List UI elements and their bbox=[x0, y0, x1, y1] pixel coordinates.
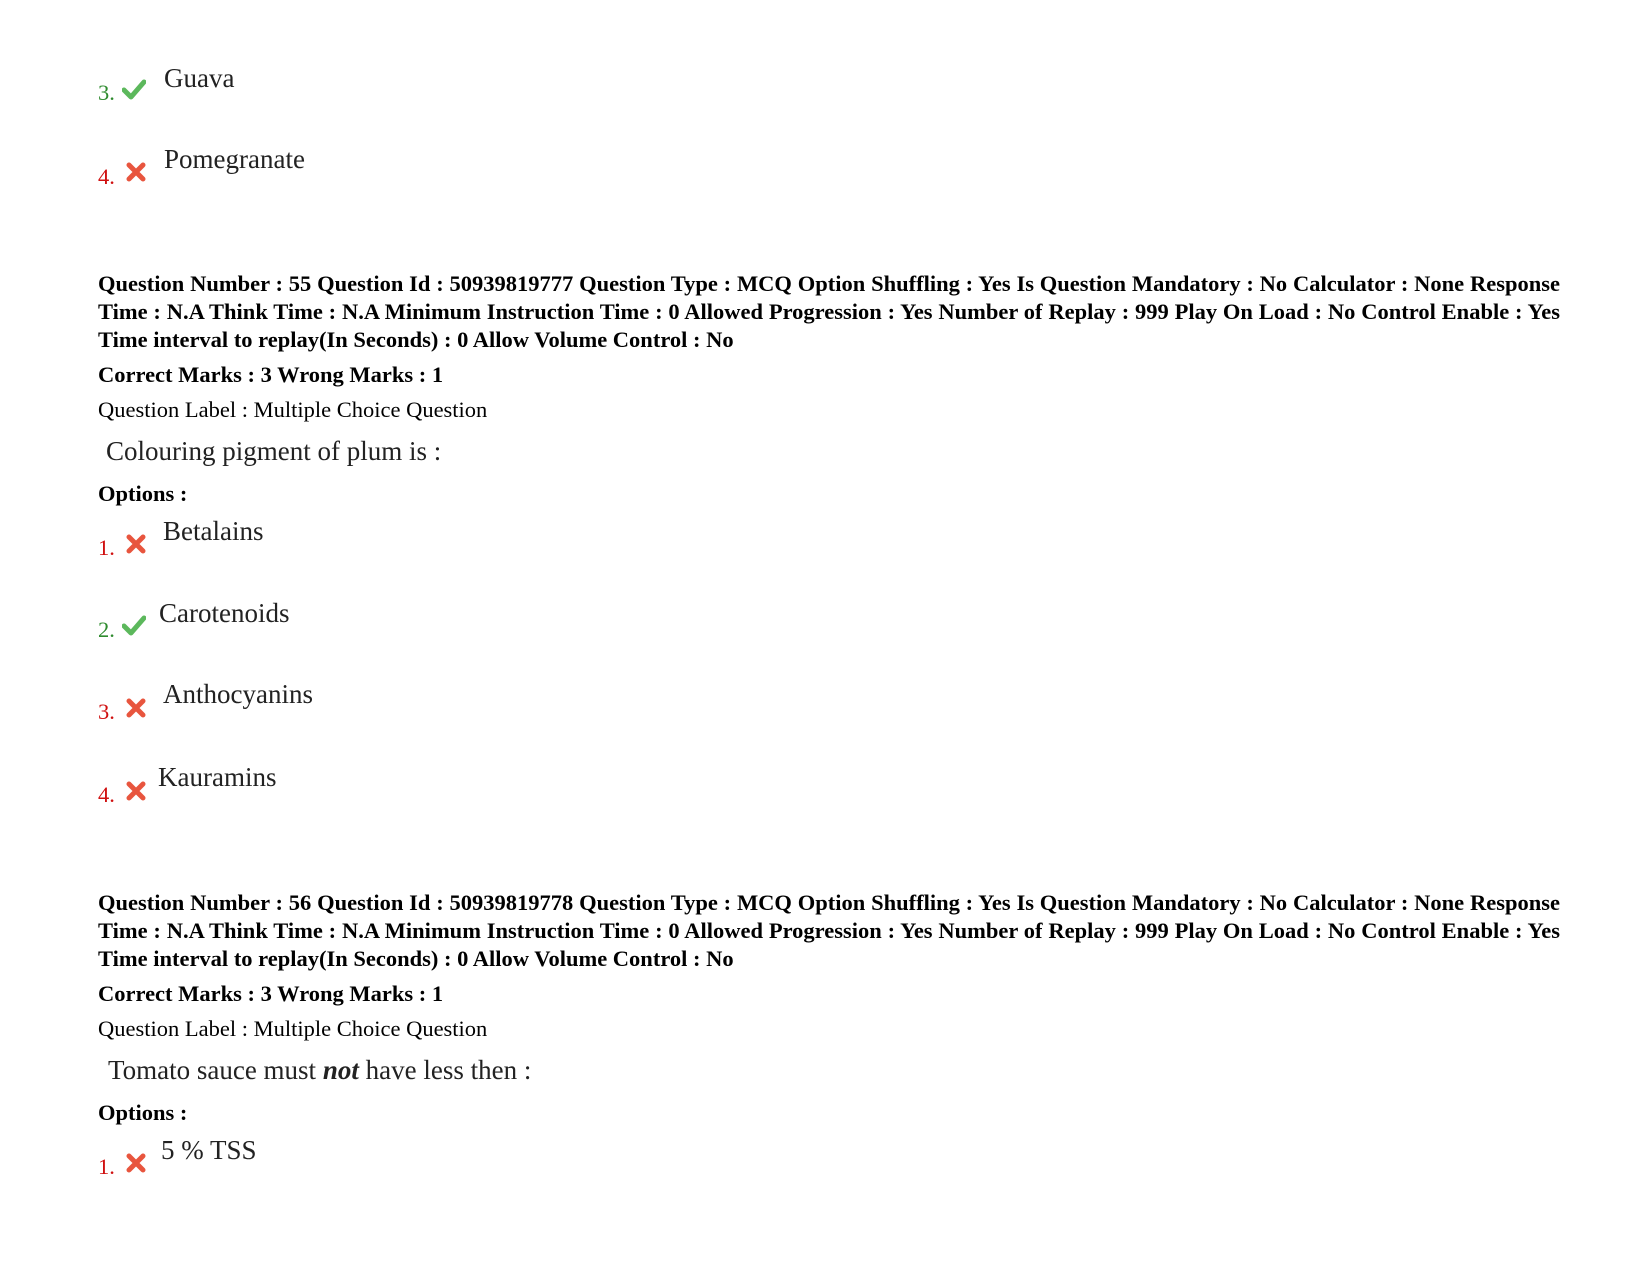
options-heading: Options : bbox=[98, 1100, 188, 1125]
question-text bbox=[108, 1054, 531, 1086]
option-text: Kauramins bbox=[158, 762, 277, 792]
cross-icon bbox=[124, 533, 148, 555]
question-label: Question Label : Multiple Choice Question bbox=[98, 397, 488, 422]
cross-icon bbox=[124, 161, 148, 183]
option-number: 2. bbox=[98, 617, 115, 642]
question-text-end: have less then : bbox=[358, 1055, 532, 1085]
option-number: 4. bbox=[98, 782, 115, 807]
cross-icon bbox=[124, 1152, 148, 1174]
question-text: Colouring pigment of plum is : bbox=[106, 436, 442, 466]
question-meta: Question Number : 56 Question Id : 50939819778 Question Type : MCQ Option Shuffling : Yes Is Question Mandatory : No Calculator : None Response Time : N.A Think Time : N.A Minimum Instruction Time : 0 Allowed Progression : Yes Number of Replay : 999 Play On Load : No Control Enable : Yes Time interval to replay(In Seconds) : 0 Allow Volume Control : No bbox=[98, 890, 1560, 971]
question-marks: Correct Marks : 3 Wrong Marks : 1 bbox=[98, 362, 444, 387]
check-icon bbox=[122, 78, 146, 100]
question-marks: Correct Marks : 3 Wrong Marks : 1 bbox=[98, 981, 444, 1006]
option-number: 4. bbox=[98, 164, 115, 189]
option-text: Betalains bbox=[163, 516, 264, 546]
question-meta: Question Number : 55 Question Id : 50939819777 Question Type : MCQ Option Shuffling : Yes Is Question Mandatory : No Calculator : None Response Time : N.A Think Time : N.A Minimum Instruction Time : 0 Allowed Progression : Yes Number of Replay : 999 Play On Load : No Control Enable : Yes Time interval to replay(In Seconds) : 0 Allow Volume Control : No bbox=[98, 271, 1560, 352]
cross-icon bbox=[124, 780, 148, 802]
option-text: Carotenoids bbox=[159, 598, 290, 628]
cross-icon bbox=[124, 697, 148, 719]
option-text: Guava bbox=[164, 63, 235, 93]
question-text-emphasis: not bbox=[322, 1055, 359, 1085]
option-number: 1. bbox=[98, 1154, 115, 1179]
option-number: 3. bbox=[98, 699, 115, 724]
option-number: 1. bbox=[98, 535, 115, 560]
option-text: 5 % TSS bbox=[161, 1135, 257, 1165]
question-text-start: Tomato sauce must bbox=[108, 1055, 323, 1085]
option-text: Pomegranate bbox=[164, 144, 305, 174]
option-text: Anthocyanins bbox=[163, 679, 313, 709]
check-icon bbox=[122, 614, 146, 636]
question-label: Question Label : Multiple Choice Question bbox=[98, 1016, 488, 1041]
options-heading: Options : bbox=[98, 481, 188, 506]
option-number: 3. bbox=[98, 80, 115, 105]
